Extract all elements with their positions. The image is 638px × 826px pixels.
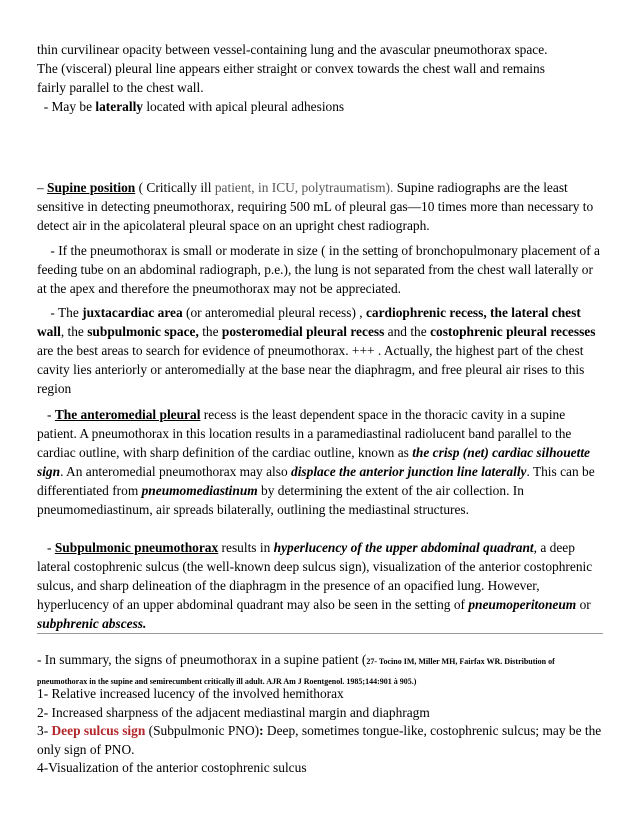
anteromedial-recess-paragraph: - The anteromedial pleural recess is the least dependent space in the thoracic cavity in a supine patient. A pneumothorax in this location results in a paramediastinal radiolucent band parallel to the cardiac outline, with sharp definition of the cardiac outline, known as the crisp (net) cardiac silhouette sign. An anteromedial pneumothorax may also displace the anterior junction line laterally. This can be differentiated from pneumomediastinum by determining the extent of the air collection. In pneumomediastinum, air spreads bilaterally, outlining the mediastinal structures. — [37, 407, 595, 517]
deep-sulcus-sign-term: Deep sulcus sign — [51, 723, 146, 738]
lateral-note: - May be laterally located with apical pleural adhesions — [37, 99, 345, 114]
intro-line: thin curvilinear opacity between vessel-containing lung and the avascular pneumothorax space. — [37, 42, 548, 57]
list-item: 4-Visualization of the anterior costophrenic sulcus — [37, 760, 307, 775]
list-item: 3- Deep sulcus sign (Subpulmonic PNO): Deep, sometimes tongue-like, costophrenic sulcus; may be the only sign of PNO. — [37, 723, 602, 757]
subpulmonic-paragraph: - Subpulmonic pneumothorax results in hyperlucency of the upper abdominal quadrant, a deep lateral costophrenic sulcus (the well-known deep sulcus sign), visualization of the anterior costophrenic sulcus, and sharp delineation of the diaphragm in the presence of an opacified lung. However, hyperlucency of an upper abdominal quadrant may also be seen in the setting of pneumoperitoneum or subphrenic abscess. — [37, 540, 593, 631]
signs-list — [37, 685, 603, 778]
section-divider — [37, 633, 603, 634]
small-pneumothorax-paragraph: - If the pneumothorax is small or moderate in size ( in the setting of bronchopulmonary placement of a feeding tube on an abdominal radiograph, p.e.), the lung is not separated from the chest wall laterally or at the apex and therefore the pneumothorax may not be appreciated. — [37, 243, 604, 296]
list-item: 2- Increased sharpness of the adjacent mediastinal margin and diaphragm — [37, 704, 430, 720]
list-item: 1- Relative increased lucency of the involved hemithorax — [37, 686, 344, 701]
intro-line: fairly parallel to the chest wall. — [37, 80, 204, 95]
reference-citation: 27- Tocino IM, Miller MH, Fairfax WR. Distribution of pneumothorax in the supine and semirecumbent critically ill adult. AJR Am J Roentgenol. 1985;144:901 à 905.) — [37, 657, 555, 686]
intro-line: The (visceral) pleural line appears either straight or convex towards the chest wall and remains — [37, 61, 545, 76]
supine-position-heading: Supine position — [47, 180, 136, 195]
intro-paragraph — [37, 40, 603, 116]
search-areas-paragraph: - The juxtacardiac area (or anteromedial pleural recess) , cardiophrenic recess, the lateral chest wall, the subpulmonic space, the posteromedial pleural recess and the costophrenic pleural recesses are the best areas to search for evidence of pneumothorax. +++ . Actually, the highest part of the chest cavity lies anteriorly or anteromedially at the base near the diaphragm, and free pleural air rises to this region — [37, 305, 596, 396]
supine-position-paragraph: – Supine position ( Critically ill patient, in ICU, polytraumatism). Supine radiographs are the least sensitive in detecting pneumothorax, requiring 500 mL of pleural gas—10 times more than necessary to detect air in the apicolateral pleural space on an upright chest radiograph. — [37, 180, 594, 233]
summary-paragraph: - In summary, the signs of pneumothorax in a supine patient (27- Tocino IM, Miller MH, Fairfax WR. Distribution of pneumothorax in the supine and semirecumbent critically ill adult. AJR Am J Roentgenol. 1985;144:901 à 905.) — [37, 652, 555, 686]
